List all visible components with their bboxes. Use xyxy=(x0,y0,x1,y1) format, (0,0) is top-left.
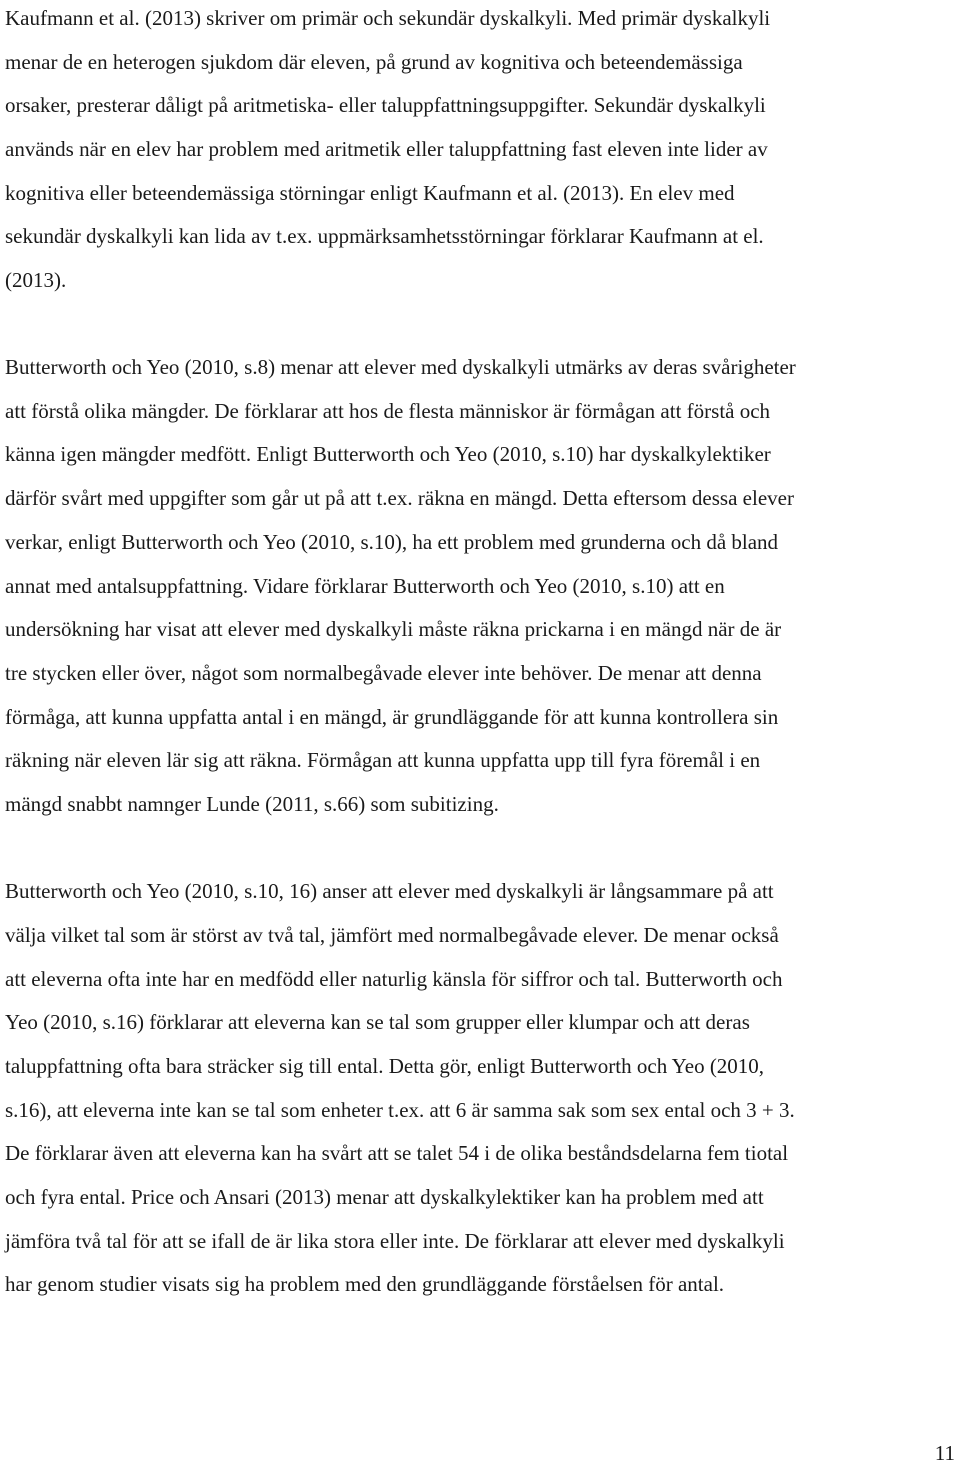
paragraph-line: att eleverna ofta inte har en medfödd eller naturlig känsla för siffror och tal. Butterworth och xyxy=(5,967,783,991)
paragraph-line: (2013). xyxy=(5,268,67,292)
paragraph-line: tre stycken eller över, något som normalbegåvade elever inte behöver. De menar att denna xyxy=(5,661,762,685)
paragraph-line: kognitiva eller beteendemässiga störningar enligt Kaufmann et al. (2013). En elev med xyxy=(5,181,735,205)
paragraph-line: Butterworth och Yeo (2010, s.10, 16) anser att elever med dyskalkyli är långsammare på att xyxy=(5,879,774,903)
paragraph-line: s.16), att eleverna inte kan se tal som enheter t.ex. att 6 är samma sak som sex ental och 3 + 3. xyxy=(5,1098,795,1122)
paragraph-line: orsaker, presterar dåligt på aritmetiska- eller taluppfattningsuppgifter. Sekundär dyskalkyli xyxy=(5,93,766,117)
paragraph-line: att förstå olika mängder. De förklarar att hos de flesta människor är förmågan att förstå och xyxy=(5,399,771,423)
page-number: 11 xyxy=(934,1441,955,1465)
paragraph-line: undersökning har visat att elever med dyskalkyli måste räkna prickarna i en mängd när de är xyxy=(5,617,782,641)
paragraph-line: Yeo (2010, s.16) förklarar att eleverna kan se tal som grupper eller klumpar och att deras xyxy=(5,1010,750,1034)
paragraph-line: har genom studier visats sig ha problem med den grundläggande förståelsen för antal. xyxy=(5,1272,725,1296)
paragraph-line: därför svårt med uppgifter som går ut på att t.ex. räkna en mängd. Detta eftersom dessa elever xyxy=(5,486,794,510)
paragraph-line: sekundär dyskalkyli kan lida av t.ex. uppmärksamhetsstörningar förklarar Kaufmann at el. xyxy=(5,224,764,248)
paragraph-line: De förklarar även att eleverna kan ha svårt att se talet 54 i de olika beståndsdelarna fem tiotal xyxy=(5,1141,789,1165)
paragraph-line: annat med antalsuppfattning. Vidare förklarar Butterworth och Yeo (2010, s.10) att en xyxy=(5,574,725,598)
paragraph-line: välja vilket tal som är störst av två tal, jämfört med normalbegåvade elever. De menar också xyxy=(5,923,779,947)
paragraph-line: förmåga, att kunna uppfatta antal i en mängd, är grundläggande för att kunna kontrollera sin xyxy=(5,705,779,729)
paragraph-line: mängd snabbt namnger Lunde (2011, s.66) som subitizing. xyxy=(5,792,499,816)
paragraph-line: känna igen mängder medfött. Enligt Butterworth och Yeo (2010, s.10) har dyskalkylektiker xyxy=(5,442,771,466)
paragraph-line: verkar, enligt Butterworth och Yeo (2010, s.10), ha ett problem med grunderna och då bland xyxy=(5,530,779,554)
paragraph-line: Butterworth och Yeo (2010, s.8) menar att elever med dyskalkyli utmärks av deras svårigheter xyxy=(5,355,796,379)
paragraph-line: jämföra två tal för att se ifall de är lika stora eller inte. De förklarar att elever med dyskalkyli xyxy=(5,1229,785,1253)
paragraph-line: räkning när eleven lär sig att räkna. Förmågan att kunna uppfatta upp till fyra föremål i en xyxy=(5,748,761,772)
paragraph-line: menar de en heterogen sjukdom där eleven, på grund av kognitiva och beteendemässiga xyxy=(5,50,743,74)
paragraph-line: taluppfattning ofta bara sträcker sig till ental. Detta gör, enligt Butterworth och Yeo (2010, xyxy=(5,1054,765,1078)
paragraph-line: används när en elev har problem med aritmetik eller taluppfattning fast eleven inte lider av xyxy=(5,137,768,161)
paragraph-line: och fyra ental. Price och Ansari (2013) menar att dyskalkylektiker kan ha problem med att xyxy=(5,1185,764,1209)
paragraph-line: Kaufmann et al. (2013) skriver om primär och sekundär dyskalkyli. Med primär dyskalkyli xyxy=(5,6,771,30)
